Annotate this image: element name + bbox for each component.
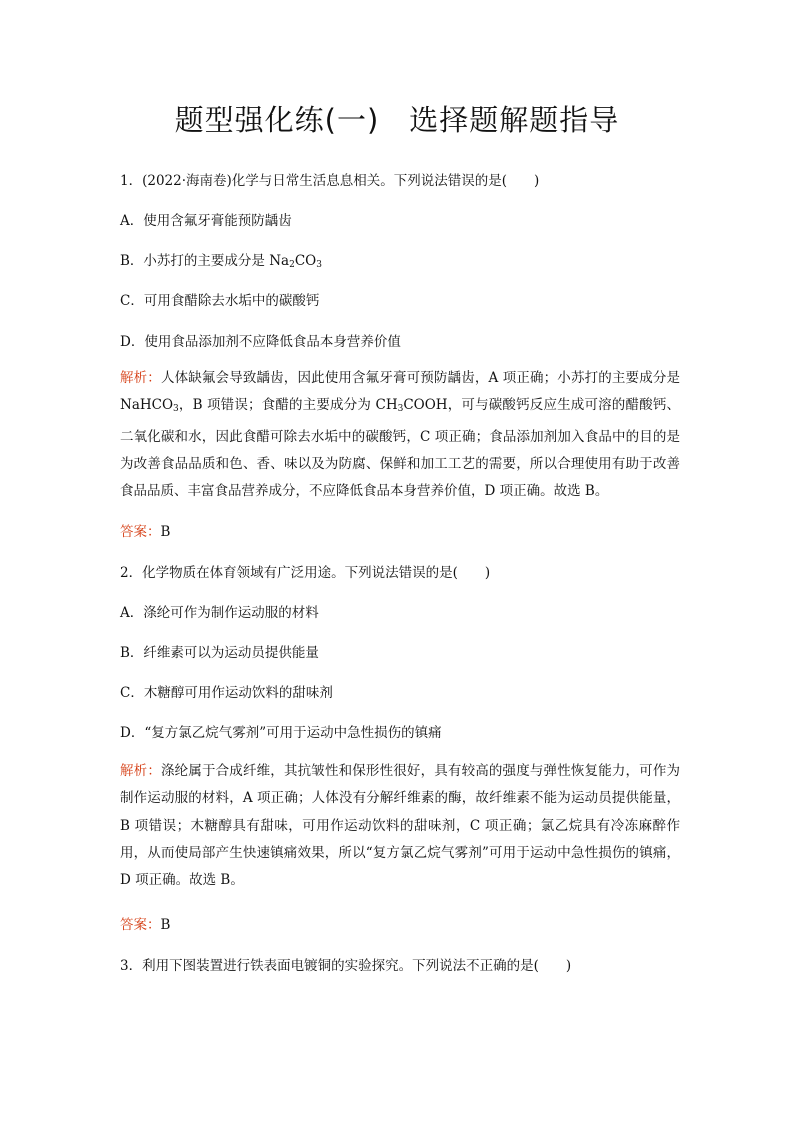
- question-1-option-d: D．使用食品添加剂不应降低食品本身营养价值: [120, 334, 401, 350]
- analysis-label: 解析：: [120, 763, 161, 779]
- answer-label: 答案：: [120, 917, 161, 933]
- question-2-option-a: A．涤纶可作为制作运动服的材料: [120, 605, 319, 621]
- subscript: 3: [173, 404, 179, 415]
- subscript: 3: [397, 404, 404, 415]
- option-b-text-mid: CO: [294, 253, 317, 269]
- page-title: 题型强化练(一) 选择题解题指导: [174, 103, 620, 137]
- question-1-analysis: [120, 365, 680, 505]
- option-b-text: B．小苏打的主要成分是 Na: [120, 253, 290, 269]
- question-2-option-c: C．木糖醇可用作运动饮料的甜味剂: [120, 685, 333, 701]
- answer-label: 答案：: [120, 524, 161, 540]
- analysis-text: COOH，可与碳酸钙反应生成可溶的醋酸钙、二氧化碳和水，因此食醋可除去水垢中的碳酸钙，C 项正确；食品添加剂加入食品中的目的是为改善食品品质和色、香、味以及为防腐、保鲜和加工工艺的需要，所以合理使用有助于改善食品品质、丰富食品营养成分，不应降低食品本身营养价值，D 项正确。故选 B。: [120, 397, 680, 500]
- question-1-option-b: [120, 249, 322, 270]
- subscript: 3: [316, 260, 322, 270]
- subscript: 2: [289, 260, 295, 270]
- answer-value: B: [160, 524, 171, 540]
- analysis-text: 人体缺氟会导致龋齿，因此使用含氟牙膏可预防龋齿，A 项正确；小苏打的主要成分是 NaHCO: [120, 370, 680, 414]
- question-1-option-c: C．可用食醋除去水垢中的碳酸钙: [120, 293, 320, 309]
- question-2-option-d: D．“复方氯乙烷气雾剂”可用于运动中急性损伤的镇痛: [120, 725, 442, 741]
- question-2-answer: [120, 913, 170, 933]
- analysis-text: ，B 项错误；食醋的主要成分为 CH: [178, 397, 398, 414]
- answer-value: B: [160, 917, 171, 933]
- question-2-option-b: B．纤维素可以为运动员提供能量: [120, 645, 319, 661]
- analysis-text: 涤纶属于合成纤维，其抗皱性和保形性很好，具有较高的强度与弹性恢复能力，可作为制作运动服的材料，A 项正确；人体没有分解纤维素的酶，故纤维素不能为运动员提供能量，B 项错误；木糖醇具有甜味，可用作运动饮料的甜味剂，C 项正确；氯乙烷具有冷冻麻醉作用，从而使局部产生快速镇痛效果，所以“复方氯乙烷气雾剂”可用于运动中急性损伤的镇痛，D 项正确。故选 B。: [120, 763, 681, 889]
- question-1-stem: 1．(2022·海南卷)化学与日常生活息息相关。下列说法错误的是( ): [120, 173, 540, 189]
- question-1-answer: [120, 520, 170, 540]
- question-2-stem: 2．化学物质在体育领域有广泛用途。下列说法错误的是( ): [120, 565, 491, 581]
- question-3-stem: 3．利用下图装置进行铁表面电镀铜的实验探究。下列说法不正确的是( ): [120, 958, 572, 974]
- question-2-analysis: [120, 758, 680, 894]
- question-1-option-a: A．使用含氟牙膏能预防龋齿: [120, 213, 292, 229]
- analysis-label: 解析：: [120, 370, 161, 386]
